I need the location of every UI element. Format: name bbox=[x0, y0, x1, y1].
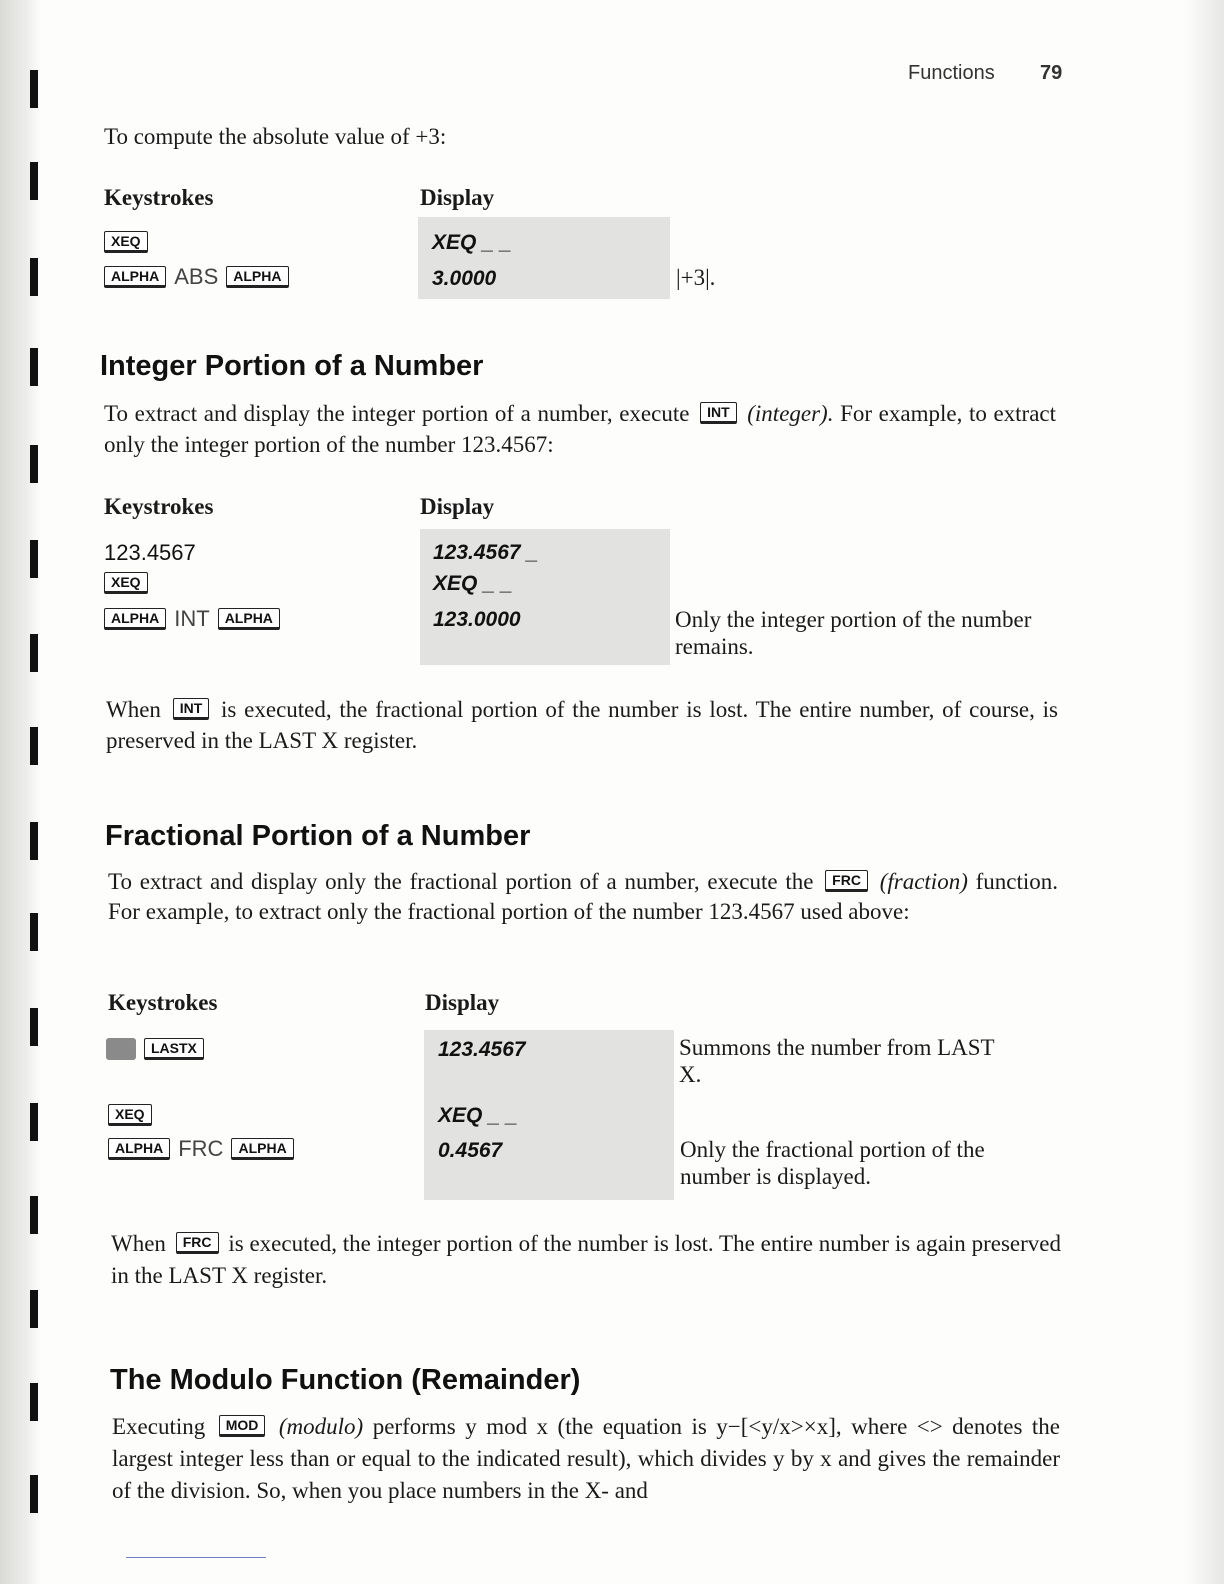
binding-hole bbox=[30, 445, 38, 483]
binding-hole bbox=[30, 540, 38, 578]
binding-hole bbox=[30, 1196, 38, 1234]
binding-hole bbox=[30, 70, 38, 108]
frc-key: FRC bbox=[176, 1232, 219, 1254]
keystroke-row bbox=[108, 1102, 152, 1128]
mod-key: MOD bbox=[219, 1415, 266, 1437]
modulo-heading: The Modulo Function (Remainder) bbox=[110, 1364, 581, 1396]
keystroke-row bbox=[104, 570, 148, 596]
binding-hole bbox=[30, 348, 38, 386]
display-readout: 123.4567 _ bbox=[433, 541, 539, 564]
shift-key bbox=[106, 1038, 136, 1060]
integer-after-paragraph: When INT is executed, the fractional portion of the number is lost. The entire number, of course, is preserved in the LAST X register. bbox=[106, 697, 1059, 753]
keystroke-row bbox=[104, 264, 289, 290]
keystrokes-column-header: Keystrokes bbox=[104, 494, 214, 519]
abs-intro: To compute the absolute value of +3: bbox=[104, 124, 447, 149]
xeq-key: XEQ bbox=[104, 231, 148, 253]
display-readout: 123.0000 bbox=[433, 608, 521, 631]
keystroke-row bbox=[106, 1036, 204, 1062]
page-right-edge bbox=[1184, 0, 1224, 1584]
result-note: Summons the number from LAST X. bbox=[679, 1035, 995, 1087]
binding-hole bbox=[30, 913, 38, 951]
function-name: INT bbox=[174, 606, 210, 631]
modulo-paragraph: Executing MOD (modulo) performs y mod x (the equation is y−[<y/x>×x], where <> denotes the largest integer less than or equal to the indicated result), which divides y by x and gives the remainder of the division. So, when you place numbers in the X- and bbox=[112, 1414, 1061, 1503]
display-readout: 123.4567 bbox=[438, 1038, 526, 1061]
alpha-key: ALPHA bbox=[108, 1138, 170, 1160]
display-readout: XEQ _ _ bbox=[433, 572, 513, 595]
function-name: FRC bbox=[178, 1136, 224, 1161]
display-column-header: Display bbox=[420, 494, 495, 519]
keystrokes-column-header: Keystrokes bbox=[104, 185, 214, 210]
xeq-key: XEQ bbox=[108, 1104, 152, 1126]
int-key: INT bbox=[700, 402, 737, 424]
result-note: Only the fractional portion of the number is displayed. bbox=[680, 1137, 985, 1189]
result-note: Only the integer portion of the number remains. bbox=[675, 607, 1032, 659]
alpha-key: ALPHA bbox=[104, 608, 166, 630]
binding-hole bbox=[30, 1383, 38, 1421]
display-column-header: Display bbox=[425, 990, 500, 1015]
integer-intro-paragraph: To extract and display the integer portion of a number, execute INT (integer). For example, to extract only the integer portion of the number 123.4567: bbox=[104, 401, 1057, 457]
frc-key: FRC bbox=[825, 870, 868, 892]
keystroke-row bbox=[104, 540, 196, 566]
binding-hole bbox=[30, 727, 38, 765]
footnote-rule bbox=[126, 1557, 266, 1558]
fractional-after-paragraph: When FRC is executed, the integer portion of the number is lost. The entire number is again preserved in the LAST X register. bbox=[111, 1231, 1062, 1288]
display-readout: 3.0000 bbox=[432, 267, 497, 290]
keystrokes-column-header: Keystrokes bbox=[108, 990, 218, 1015]
display-readout: XEQ _ _ bbox=[438, 1104, 518, 1127]
keystroke-row bbox=[108, 1136, 294, 1162]
binding-hole bbox=[30, 1290, 38, 1328]
binding-hole bbox=[30, 1103, 38, 1141]
alpha-key: ALPHA bbox=[231, 1138, 293, 1160]
lastx-key: LASTX bbox=[144, 1038, 204, 1060]
result-note: |+3|. bbox=[676, 265, 716, 290]
int-key: INT bbox=[173, 698, 210, 720]
keystroke-row bbox=[104, 229, 148, 255]
display-readout: 0.4567 bbox=[438, 1139, 503, 1162]
fractional-intro-paragraph: To extract and display only the fractional portion of a number, execute the FRC (fraction) function. For example, to extract only the fractional portion of the number 123.4567 used above: bbox=[108, 869, 1059, 924]
page-number: 79 bbox=[1040, 62, 1063, 84]
fractional-portion-heading: Fractional Portion of a Number bbox=[105, 820, 531, 852]
alpha-key: ALPHA bbox=[218, 608, 280, 630]
keystroke-row bbox=[104, 606, 280, 632]
number-entry: 123.4567 bbox=[104, 540, 196, 565]
alpha-key: ALPHA bbox=[226, 266, 288, 288]
page-binding-edge bbox=[0, 0, 40, 1584]
alpha-key: ALPHA bbox=[104, 266, 166, 288]
binding-hole bbox=[30, 822, 38, 860]
function-name: ABS bbox=[174, 264, 219, 289]
display-readout: XEQ _ _ bbox=[432, 231, 512, 254]
binding-hole bbox=[30, 1475, 38, 1513]
integer-portion-heading: Integer Portion of a Number bbox=[100, 350, 484, 382]
binding-hole bbox=[30, 162, 38, 200]
binding-hole bbox=[30, 634, 38, 672]
binding-hole bbox=[30, 1008, 38, 1046]
binding-hole bbox=[30, 258, 38, 296]
running-head-section: Functions bbox=[908, 62, 995, 84]
xeq-key: XEQ bbox=[104, 572, 148, 594]
display-column-header: Display bbox=[420, 185, 495, 210]
